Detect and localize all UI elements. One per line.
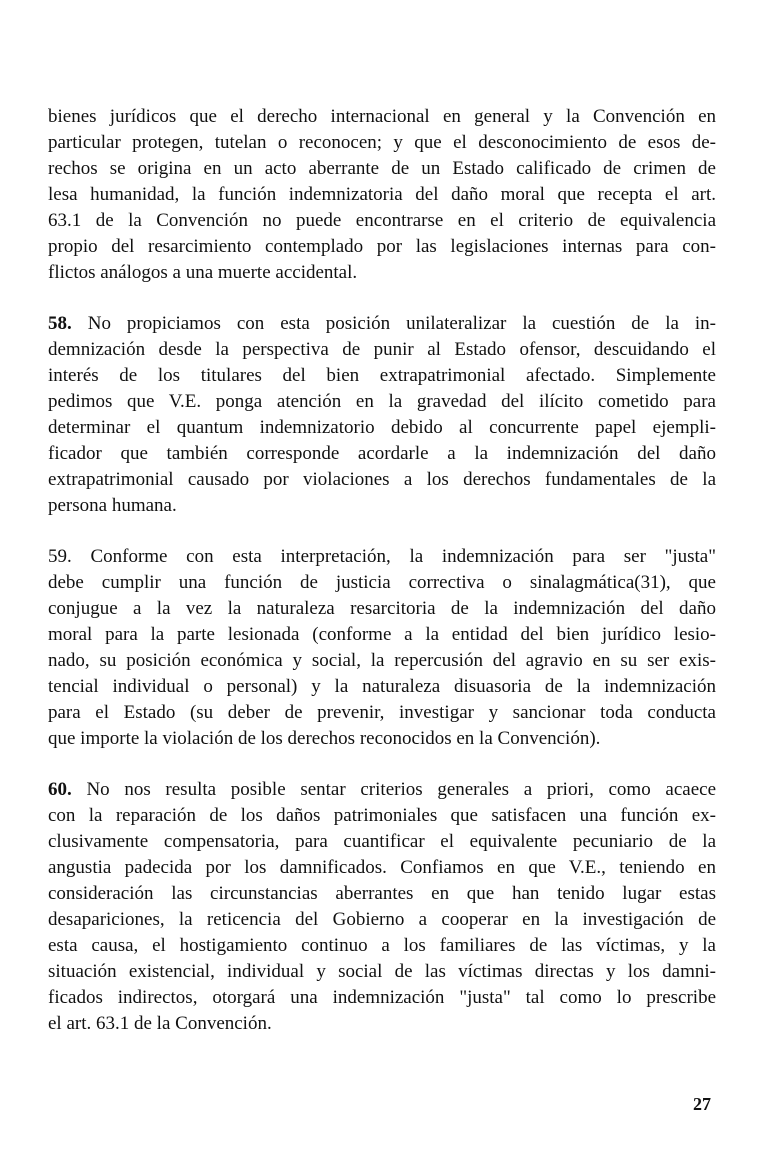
text-line: interés de los titulares del bien extrapatrimonial afectado. Simplemente — [48, 365, 716, 386]
text-line: 63.1 de la Convención no puede encontrarse en el criterio de equivalencia — [48, 210, 716, 231]
line-text: No nos resulta posible sentar criterios generales a priori, como acaece — [86, 779, 716, 800]
text-line: debe cumplir una función de justicia correctiva o sinalagmática(31), que — [48, 572, 716, 593]
text-line: ficador que también corresponde acordarle a la indemnización del daño — [48, 443, 716, 464]
text-line: conjugue a la vez la naturaleza resarcitoria de la indemnización del daño — [48, 598, 716, 619]
text-line: clusivamente compensatoria, para cuantificar el equivalente pecuniario de la — [48, 831, 716, 852]
text-line: demnización desde la perspectiva de punir al Estado ofensor, descuidando el — [48, 339, 716, 360]
text-line: angustia padecida por los damnificados. Confiamos en que V.E., teniendo en — [48, 857, 716, 878]
paragraph-number: 58. — [48, 313, 72, 334]
text-line: que importe la violación de los derechos reconocidos en la Convención). — [48, 728, 601, 749]
text-line: ficados indirectos, otorgará una indemnización "justa" tal como lo prescribe — [48, 987, 716, 1008]
text-line: extrapatrimonial causado por violaciones a los derechos fundamentales de la — [48, 469, 716, 490]
text-line: desapariciones, la reticencia del Gobierno a cooperar en la investigación de — [48, 909, 716, 930]
text-line: para el Estado (su deber de prevenir, investigar y sancionar toda conducta — [48, 702, 716, 723]
text-line: el art. 63.1 de la Convención. — [48, 1013, 272, 1034]
text-line: consideración las circunstancias aberrantes en que han tenido lugar estas — [48, 883, 716, 904]
paragraph-number: 60. — [48, 779, 72, 800]
text-line: propio del resarcimiento contemplado por las legislaciones internas para con- — [48, 236, 716, 257]
text-line: determinar el quantum indemnizatorio debido al concurrente papel ejempli- — [48, 417, 716, 438]
text-line: esta causa, el hostigamiento continuo a los familiares de las víctimas, y la — [48, 935, 716, 956]
page-number: 27 — [693, 1094, 711, 1114]
text-line: persona humana. — [48, 495, 177, 516]
text-line — [48, 544, 716, 570]
line-text: No propiciamos con esta posición unilateralizar la cuestión de la in- — [87, 313, 716, 334]
document-body — [48, 104, 716, 1037]
paragraph-continuation — [48, 104, 716, 286]
text-line: tencial individual o personal) y la naturaleza disuasoria de la indemnización — [48, 676, 716, 697]
paragraph-number: 59. — [48, 546, 72, 567]
text-line: situación existencial, individual y social de las víctimas directas y los damni- — [48, 961, 716, 982]
paragraph-60 — [48, 777, 716, 1037]
text-line: moral para la parte lesionada (conforme a la entidad del bien jurídico lesio- — [48, 624, 716, 645]
text-line: rechos se origina en un acto aberrante de un Estado calificado de crimen de — [48, 158, 716, 179]
text-line — [48, 777, 716, 803]
text-line — [48, 311, 716, 337]
text-line: particular protegen, tutelan o reconocen; y que el desconocimiento de esos de- — [48, 132, 716, 153]
text-line: pedimos que V.E. ponga atención en la gravedad del ilícito cometido para — [48, 391, 716, 412]
text-line: nado, su posición económica y social, la repercusión del agravio en su ser exis- — [48, 650, 716, 671]
text-line: lesa humanidad, la función indemnizatoria del daño moral que recepta el art. — [48, 184, 716, 205]
paragraph-58 — [48, 311, 716, 519]
text-line: bienes jurídicos que el derecho internacional en general y la Convención en — [48, 106, 716, 127]
line-text: Conforme con esta interpretación, la indemnización para ser "justa" — [90, 546, 716, 567]
text-line: flictos análogos a una muerte accidental. — [48, 262, 358, 283]
paragraph-59 — [48, 544, 716, 752]
text-line: con la reparación de los daños patrimoniales que satisfacen una función ex- — [48, 805, 716, 826]
